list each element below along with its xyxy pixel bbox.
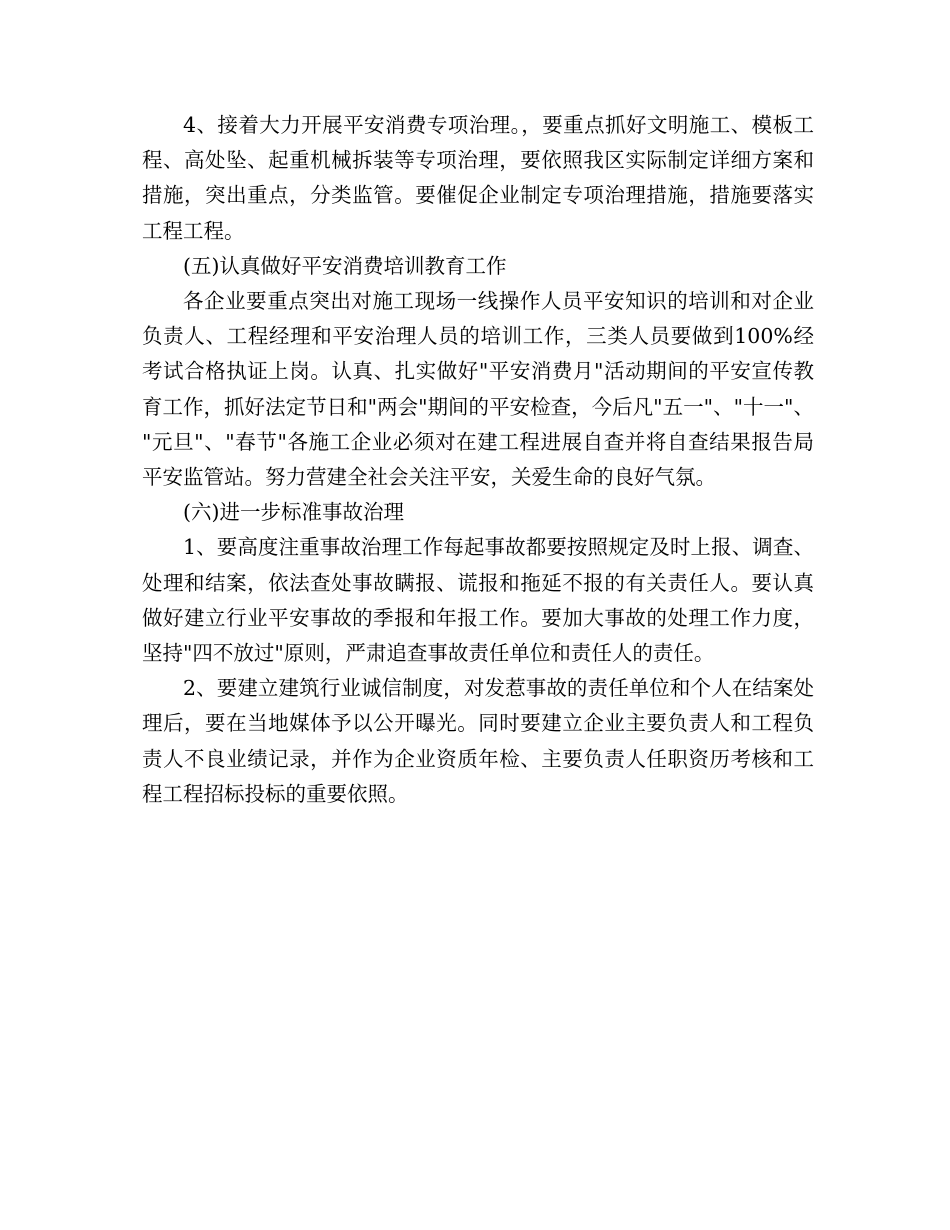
document-body	[142, 108, 814, 812]
paragraph-training: 各企业要重点突出对施工现场一线操作人员平安知识的培训和对企业负责人、工程经理和平安治理人员的培训工作，三类人员要做到100%经考试合格执证上岗。认真、扎实做好"平安消费月"活动期间的平安宣传教育工作，抓好法定节日和"两会"期间的平安检查，今后凡"五一"、"十一"、"元旦"、"春节"各施工企业必须对在建工程进展自查并将自查结果报告局平安监管站。努力营建全社会关注平安，关爱生命的良好气氛。	[142, 289, 814, 490]
section-heading-5: (五)认真做好平安消费培训教育工作	[183, 253, 507, 278]
paragraph-item-2: 2、要建立建筑行业诚信制度，对发惹事故的责任单位和个人在结案处理后，要在当地媒体予以公开曝光。同时要建立企业主要负责人和工程负责人不良业绩记录，并作为企业资质年检、主要负责人任职资历考核和工程工程招标投标的重要依照。	[142, 676, 814, 806]
paragraph-item-1: 1、要高度注重事故治理工作每起事故都要按照规定及时上报、调查、处理和结案，依法查处事故瞒报、谎报和拖延不报的有关责任人。要认真做好建立行业平安事故的季报和年报工作。要加大事故的处理工作力度，坚持"四不放过"原则，严肃追查事故责任单位和责任人的责任。	[142, 535, 814, 666]
paragraph-item-4: 4、接着大力开展平安消费专项治理。，要重点抓好文明施工、模板工程、高处坠、起重机械拆装等专项治理，要依照我区实际制定详细方案和措施，突出重点，分类监管。要催促企业制定专项治理措施，措施要落实工程工程。	[142, 113, 814, 243]
section-heading-6: (六)进一步标准事故治理	[183, 500, 404, 525]
